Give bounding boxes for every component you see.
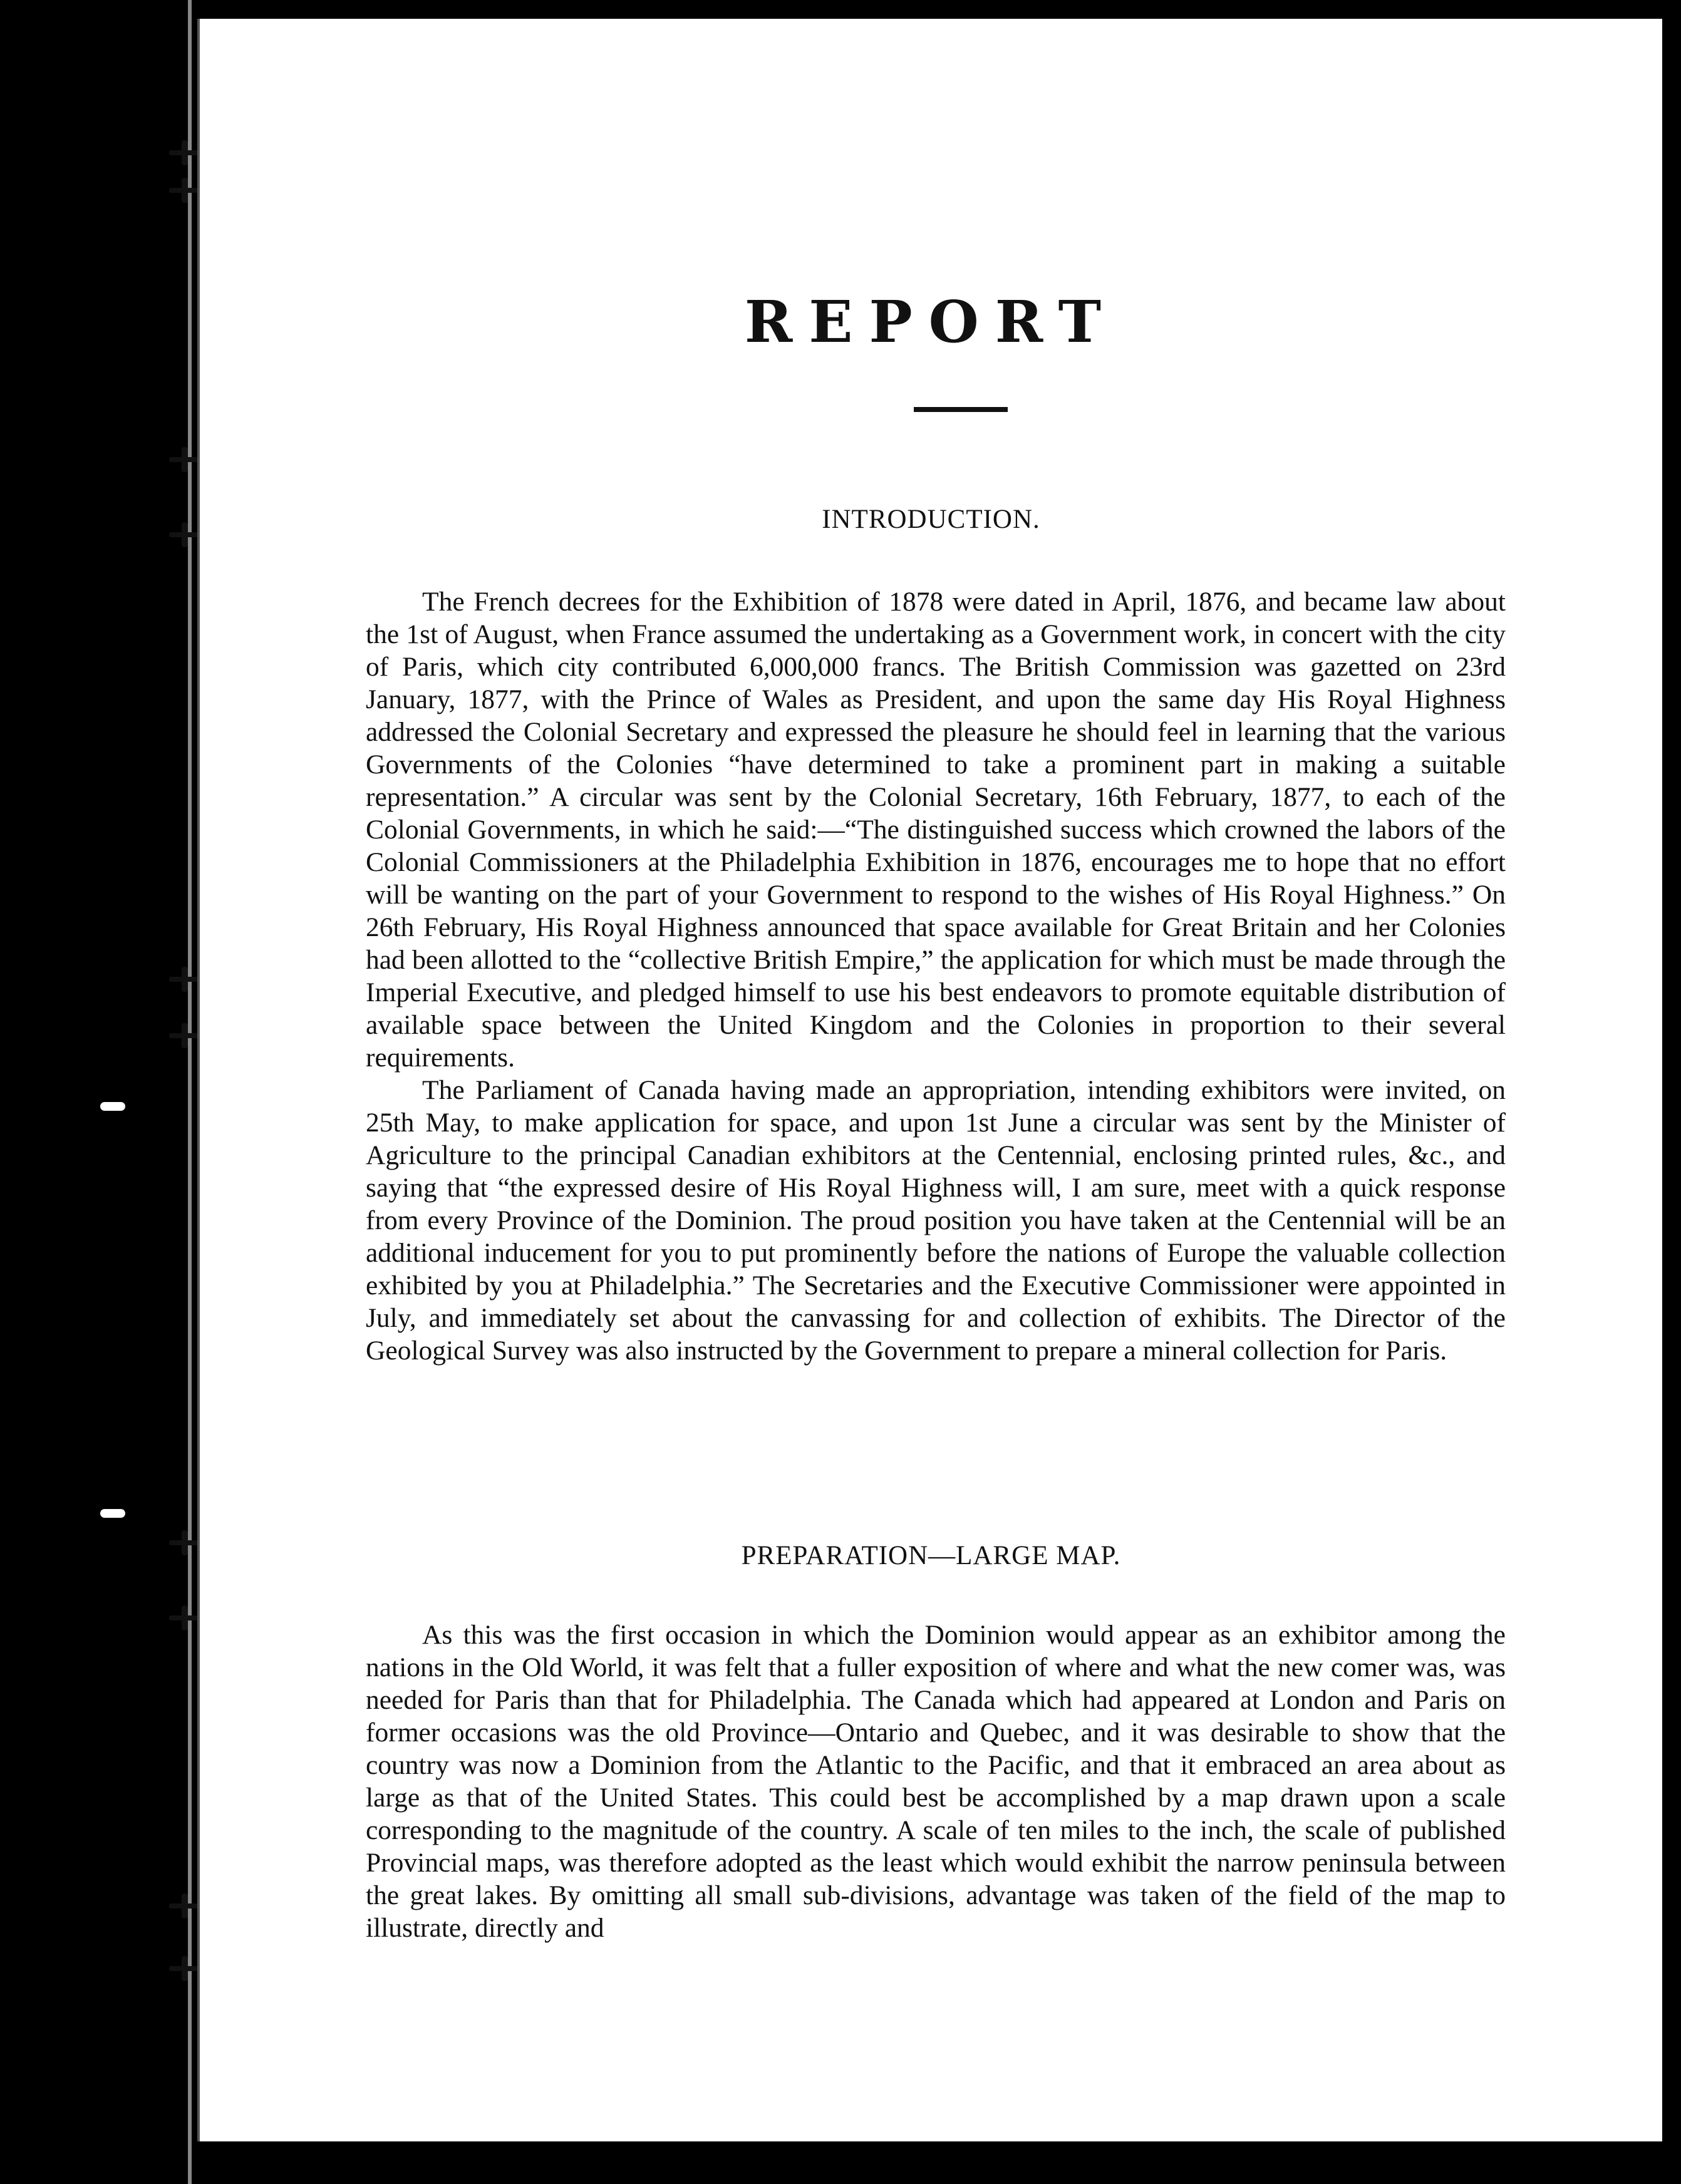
title-rule [914, 407, 1008, 412]
document-page [197, 19, 1662, 2141]
section-heading-preparation: PREPARATION—LARGE MAP. [741, 1541, 1121, 1570]
introduction-body [366, 585, 1506, 1367]
report-title: REPORT [744, 288, 1118, 356]
paragraph: The Parliament of Canada having made an appropriation, intending exhibitors were invited, on 25th May, to make application for space, and upon 1st June a circular was sent by the Minister of Agriculture to the principal Canadian exhibitors at the Centennial, enclosing printed rules, &c., and saying that “the expressed desire of His Royal Highness will, I am sure, meet with a quick response from every Province of the Dominion. The proud position you have taken at the Centennial will be an additional inducement for you to put prominently before the nations of Europe the valuable collection exhibited by you at Philadelphia.” The Secretaries and the Executive Commissioner were appointed in July, and immediately set about the canvassing for and collection of exhibits. The Director of the Geological Survey was also instructed by the Government to prepare a mineral collection for Paris. [366, 1075, 1506, 1366]
binding-edge [188, 0, 192, 2184]
preparation-body [366, 1619, 1506, 1944]
margin-mark [100, 1509, 125, 1518]
page-gutter [0, 0, 197, 2184]
margin-mark [100, 1102, 125, 1111]
section-heading-introduction: INTRODUCTION. [822, 505, 1040, 534]
paragraph: The French decrees for the Exhibition of 1878 were dated in April, 1876, and became law about the 1st of August, when France assumed the undertaking as a Government work, in concert with the city of Paris, which city contributed 6,000,000 francs. The British Commission was gazetted on 23rd January, 1877, with the Prince of Wales as President, and upon the same day His Royal Highness addressed the Colonial Secretary and expressed the pleasure he should feel in learning that the various Governments of the Colonies “have determined to take a prominent part in making a suitable representation.” A circular was sent by the Colonial Secretary, 16th February, 1877, to each of the Colonial Governments, in which he said:—“The distinguished success which crowned the labors of the Colonial Commissioners at the Philadelphia Exhibition in 1876, encourages me to hope that no effort will be wanting on the part of your Government to respond to the wishes of His Royal Highness.” On 26th February, His Royal Highness announced that space available for Great Britain and her Colonies had been allotted to the “collective British Empire,” the application for which must be made through the Imperial Executive, and pledged himself to use his best endeavors to promote equitable distribution of available space between the United Kingdom and the Colonies in proportion to their several requirements. [366, 587, 1506, 1073]
paragraph: As this was the first occasion in which the Dominion would appear as an exhibitor among the nations in the Old World, it was felt that a fuller exposition of where and what the new comer was, was needed for Paris than that for Philadelphia. The Canada which had appeared at London and Paris on former occasions was the old Province—Ontario and Quebec, and it was desirable to show that the country was now a Dominion from the Atlantic to the Pacific, and that it embraced an area about as large as that of the United States. This could best be accomplished by a map drawn upon a scale corresponding to the magnitude of the country. A scale of ten miles to the inch, the scale of published Provincial maps, was therefore adopted as the least which would exhibit the narrow peninsula between the great lakes. By omitting all small sub-divisions, advantage was taken of the field of the map to illustrate, directly and [366, 1620, 1506, 1943]
